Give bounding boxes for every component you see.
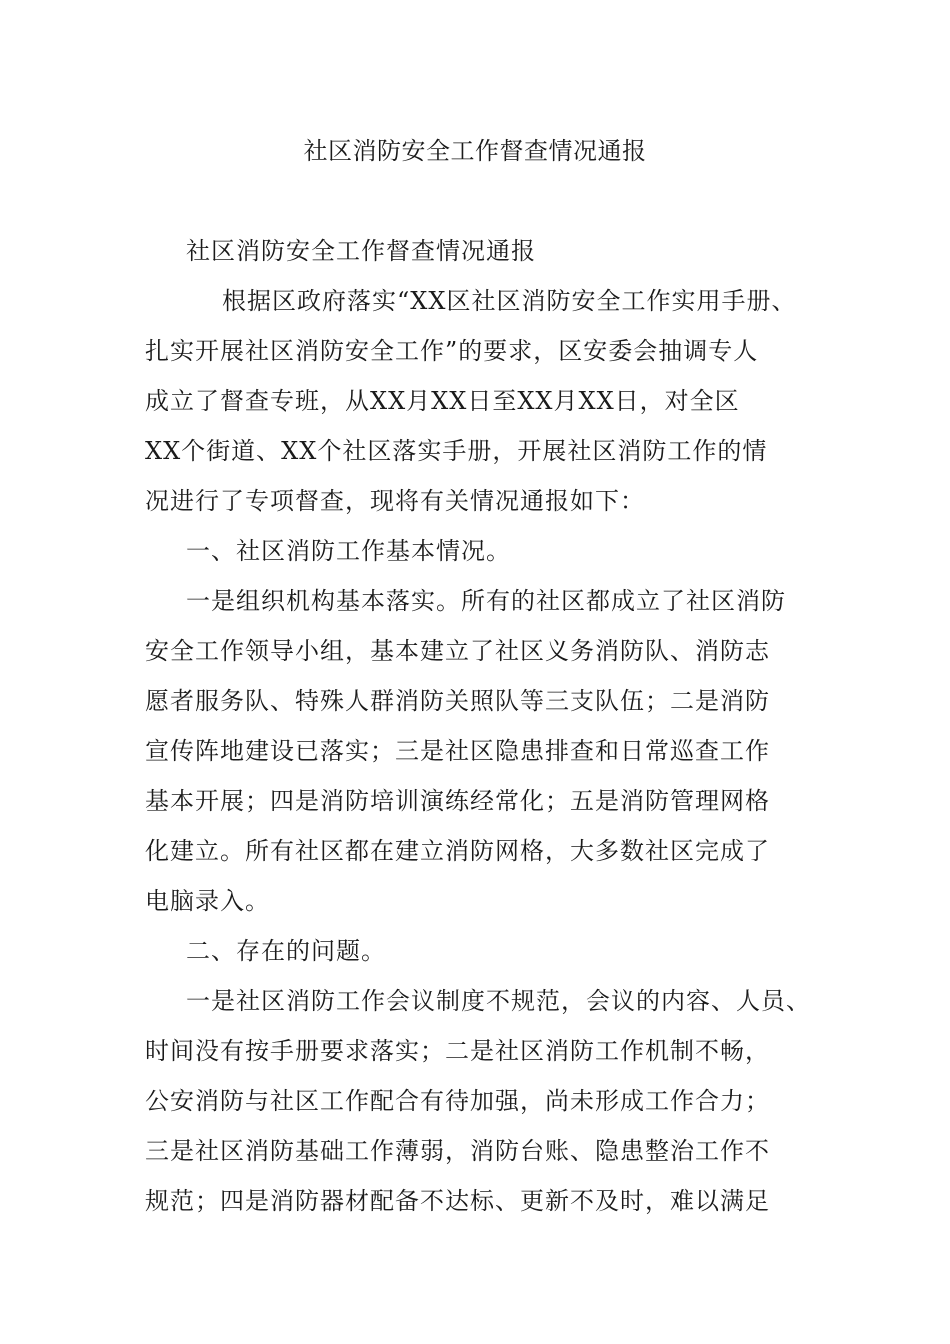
body-line: 一是组织机构基本落实。所有的社区都成立了社区消防 [186, 587, 786, 615]
body-line: 愿者服务队、特殊人群消防关照队等三支队伍；二是消防 [145, 687, 770, 715]
body-line: 扎实开展社区消防安全工作”的要求，区安委会抽调专人 [145, 337, 759, 365]
body-line: 化建立。所有社区都在建立消防网格，大多数社区完成了 [145, 837, 770, 865]
page-title: 社区消防安全工作督查情况通报 [303, 137, 647, 165]
body-line: XX个街道、XX个社区落实手册，开展社区消防工作的情 [145, 437, 768, 465]
body-line: 基本开展；四是消防培训演练经常化；五是消防管理网格 [145, 787, 770, 815]
body-line: 根据区政府落实“XX区社区消防安全工作实用手册、 [222, 287, 797, 315]
subtitle-line: 社区消防安全工作督查情况通报 [186, 237, 536, 265]
body-line: 电脑录入。 [145, 887, 270, 915]
body-line: 时间没有按手册要求落实；二是社区消防工作机制不畅， [145, 1037, 770, 1065]
body-line: 三是社区消防基础工作薄弱，消防台账、隐患整治工作不 [145, 1137, 770, 1165]
body-line: 安全工作领导小组，基本建立了社区义务消防队、消防志 [145, 637, 770, 665]
body-line: 况进行了专项督查，现将有关情况通报如下： [145, 487, 645, 515]
body-line: 公安消防与社区工作配合有待加强，尚未形成工作合力； [145, 1087, 770, 1115]
body-line: 一是社区消防工作会议制度不规范，会议的内容、人员、 [186, 987, 811, 1015]
body-line: 宣传阵地建设已落实；三是社区隐患排查和日常巡查工作 [145, 737, 770, 765]
body-line: 规范；四是消防器材配备不达标、更新不及时，难以满足 [145, 1187, 770, 1215]
section-heading: 二、存在的问题。 [186, 937, 386, 965]
body-line: 成立了督查专班，从XX月XX日至XX月XX日，对全区 [145, 387, 740, 415]
section-heading: 一、社区消防工作基本情况。 [186, 537, 511, 565]
